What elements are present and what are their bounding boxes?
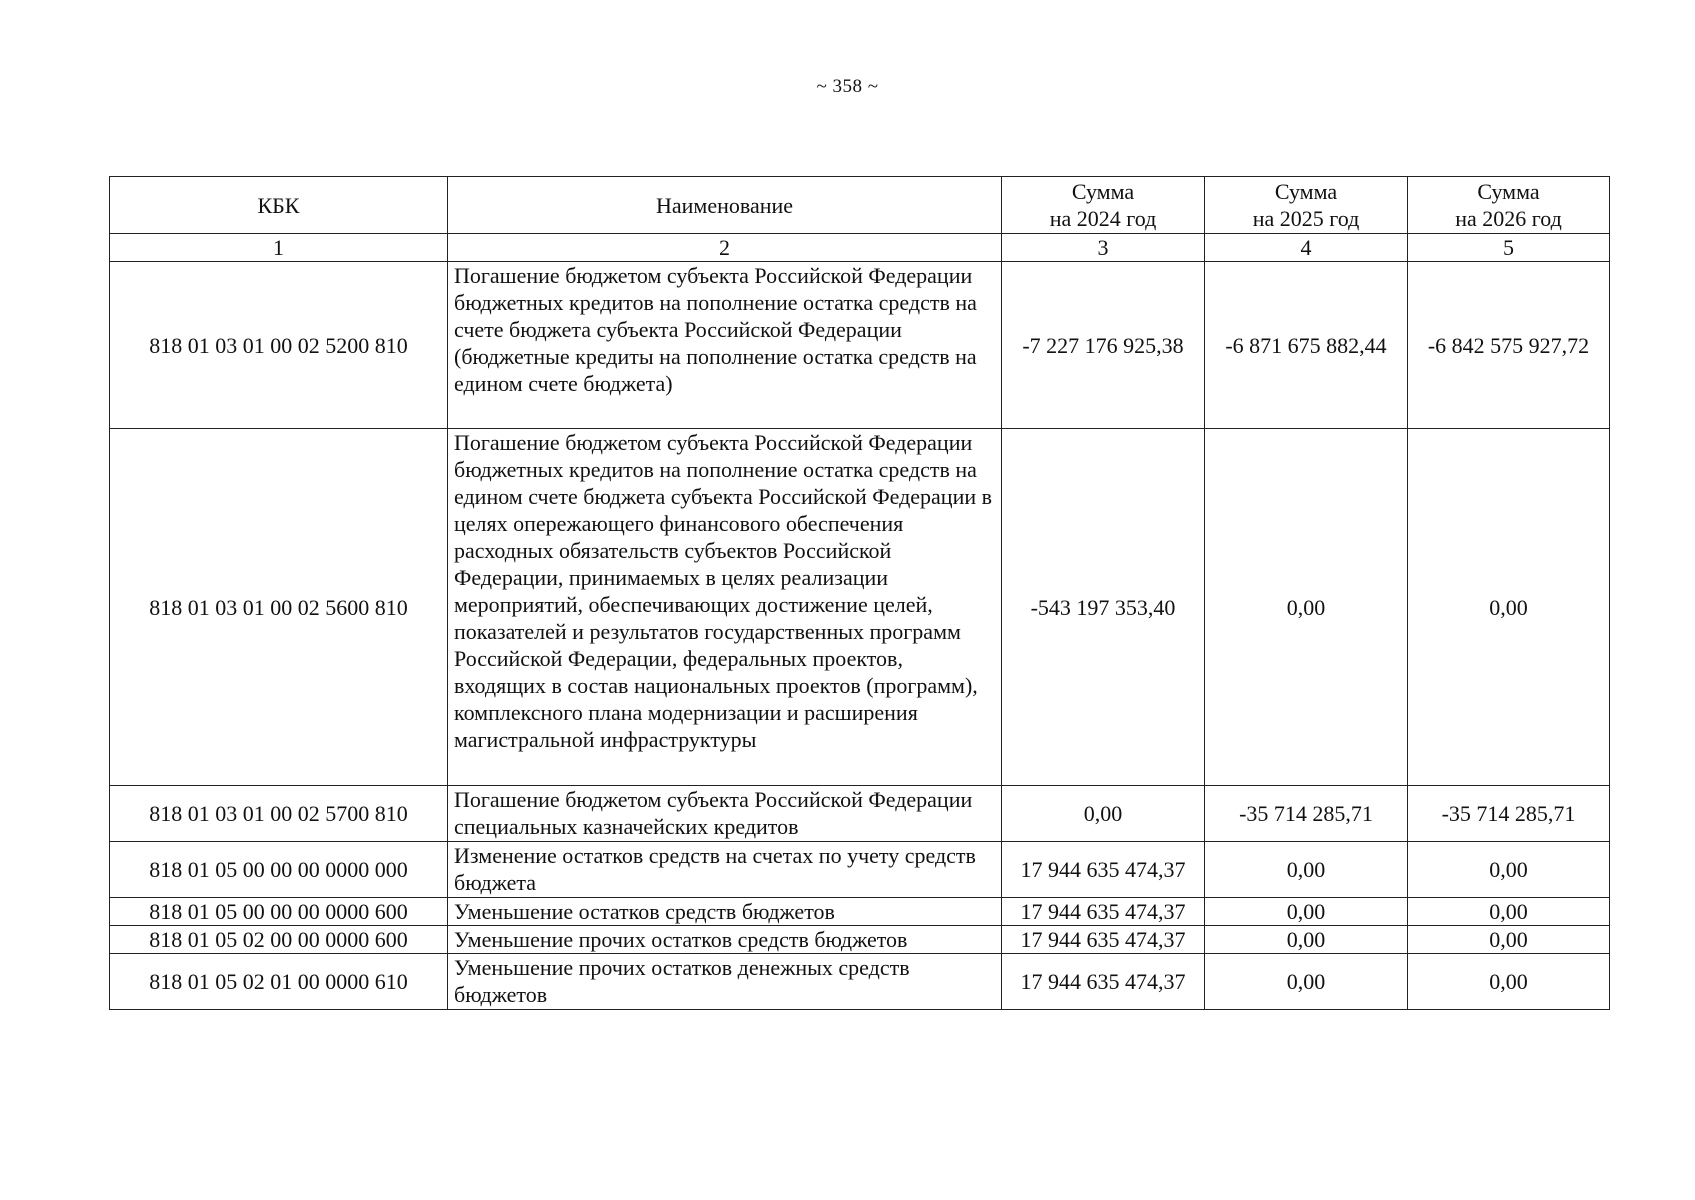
header-sum-2025-line1: Сумма [1274,179,1338,204]
header-sum-2026-line1: Сумма [1477,179,1540,204]
budget-sources-table [109,176,1610,1010]
header-sum-2024-line1: Сумма [1071,179,1135,204]
table-row [110,429,1610,786]
item-name: Уменьшение остатков средств бюджетов [448,898,1002,926]
table-row [110,954,1610,1010]
sum-2026: -35 714 285,71 [1408,786,1610,842]
kbk-code: 818 01 03 01 00 02 5700 810 [110,786,448,842]
item-name: Уменьшение прочих остатков денежных средств бюджетов [448,954,1002,1010]
sum-2024: 17 944 635 474,37 [1002,842,1205,898]
column-number: 1 [110,234,448,262]
item-name: Погашение бюджетом субъекта Российской Федерации бюджетных кредитов на пополнение остатка средств на счете бюджета субъекта Российской Федерации (бюджетные кредиты на пополнение остатка средств на едином счете бюджета) [448,262,1002,429]
sum-2025: -6 871 675 882,44 [1205,262,1408,429]
sum-2024: 17 944 635 474,37 [1002,898,1205,926]
sum-2025: 0,00 [1205,429,1408,786]
kbk-code: 818 01 05 00 00 00 0000 000 [110,842,448,898]
column-number: 5 [1408,234,1610,262]
header-kbk: КБК [110,177,448,234]
sum-2026: 0,00 [1408,954,1610,1010]
table-row [110,842,1610,898]
sum-2025: 0,00 [1205,842,1408,898]
sum-2025: 0,00 [1205,954,1408,1010]
table-row [110,926,1610,954]
sum-2026: -6 842 575 927,72 [1408,262,1610,429]
header-sum-2025-line2: на 2025 год [1252,206,1360,231]
sum-2024: 17 944 635 474,37 [1002,926,1205,954]
table-header-row [110,177,1610,234]
kbk-code: 818 01 05 00 00 00 0000 600 [110,898,448,926]
header-name: Наименование [448,177,1002,234]
sum-2026: 0,00 [1408,898,1610,926]
sum-2024: 0,00 [1002,786,1205,842]
header-sum-2025 [1205,177,1408,234]
sum-2025: 0,00 [1205,898,1408,926]
header-sum-2024 [1002,177,1205,234]
item-name: Изменение остатков средств на счетах по учету средств бюджета [448,842,1002,898]
table-row [110,262,1610,429]
sum-2026: 0,00 [1408,926,1610,954]
column-number: 3 [1002,234,1205,262]
table-row [110,898,1610,926]
header-sum-2026 [1408,177,1610,234]
header-sum-2026-line2: на 2026 год [1455,206,1562,231]
sum-2026: 0,00 [1408,429,1610,786]
sum-2025: -35 714 285,71 [1205,786,1408,842]
kbk-code: 818 01 03 01 00 02 5600 810 [110,429,448,786]
column-number-row [110,234,1610,262]
table-row [110,786,1610,842]
item-name: Уменьшение прочих остатков средств бюджетов [448,926,1002,954]
sum-2026: 0,00 [1408,842,1610,898]
page-number: ~ 358 ~ [816,76,879,97]
kbk-code: 818 01 05 02 01 00 0000 610 [110,954,448,1010]
column-number: 4 [1205,234,1408,262]
header-sum-2024-line2: на 2024 год [1049,206,1157,231]
sum-2025: 0,00 [1205,926,1408,954]
item-name: Погашение бюджетом субъекта Российской Федерации специальных казначейских кредитов [448,786,1002,842]
kbk-code: 818 01 03 01 00 02 5200 810 [110,262,448,429]
kbk-code: 818 01 05 02 00 00 0000 600 [110,926,448,954]
item-name: Погашение бюджетом субъекта Российской Федерации бюджетных кредитов на пополнение остатка средств на едином счете бюджета субъекта Российской Федерации в целях опережающего финансового обеспечения расходных обязательств субъектов Российской Федерации, принимаемых в целях реализации мероприятий, обеспечивающих достижение целей, показателей и результатов государственных программ Российской Федерации, федеральных проектов, входящих в состав национальных проектов (программ), комплексного плана модернизации и расширения магистральной инфраструктуры [448,429,1002,786]
sum-2024: -7 227 176 925,38 [1002,262,1205,429]
sum-2024: -543 197 353,40 [1002,429,1205,786]
column-number: 2 [448,234,1002,262]
sum-2024: 17 944 635 474,37 [1002,954,1205,1010]
